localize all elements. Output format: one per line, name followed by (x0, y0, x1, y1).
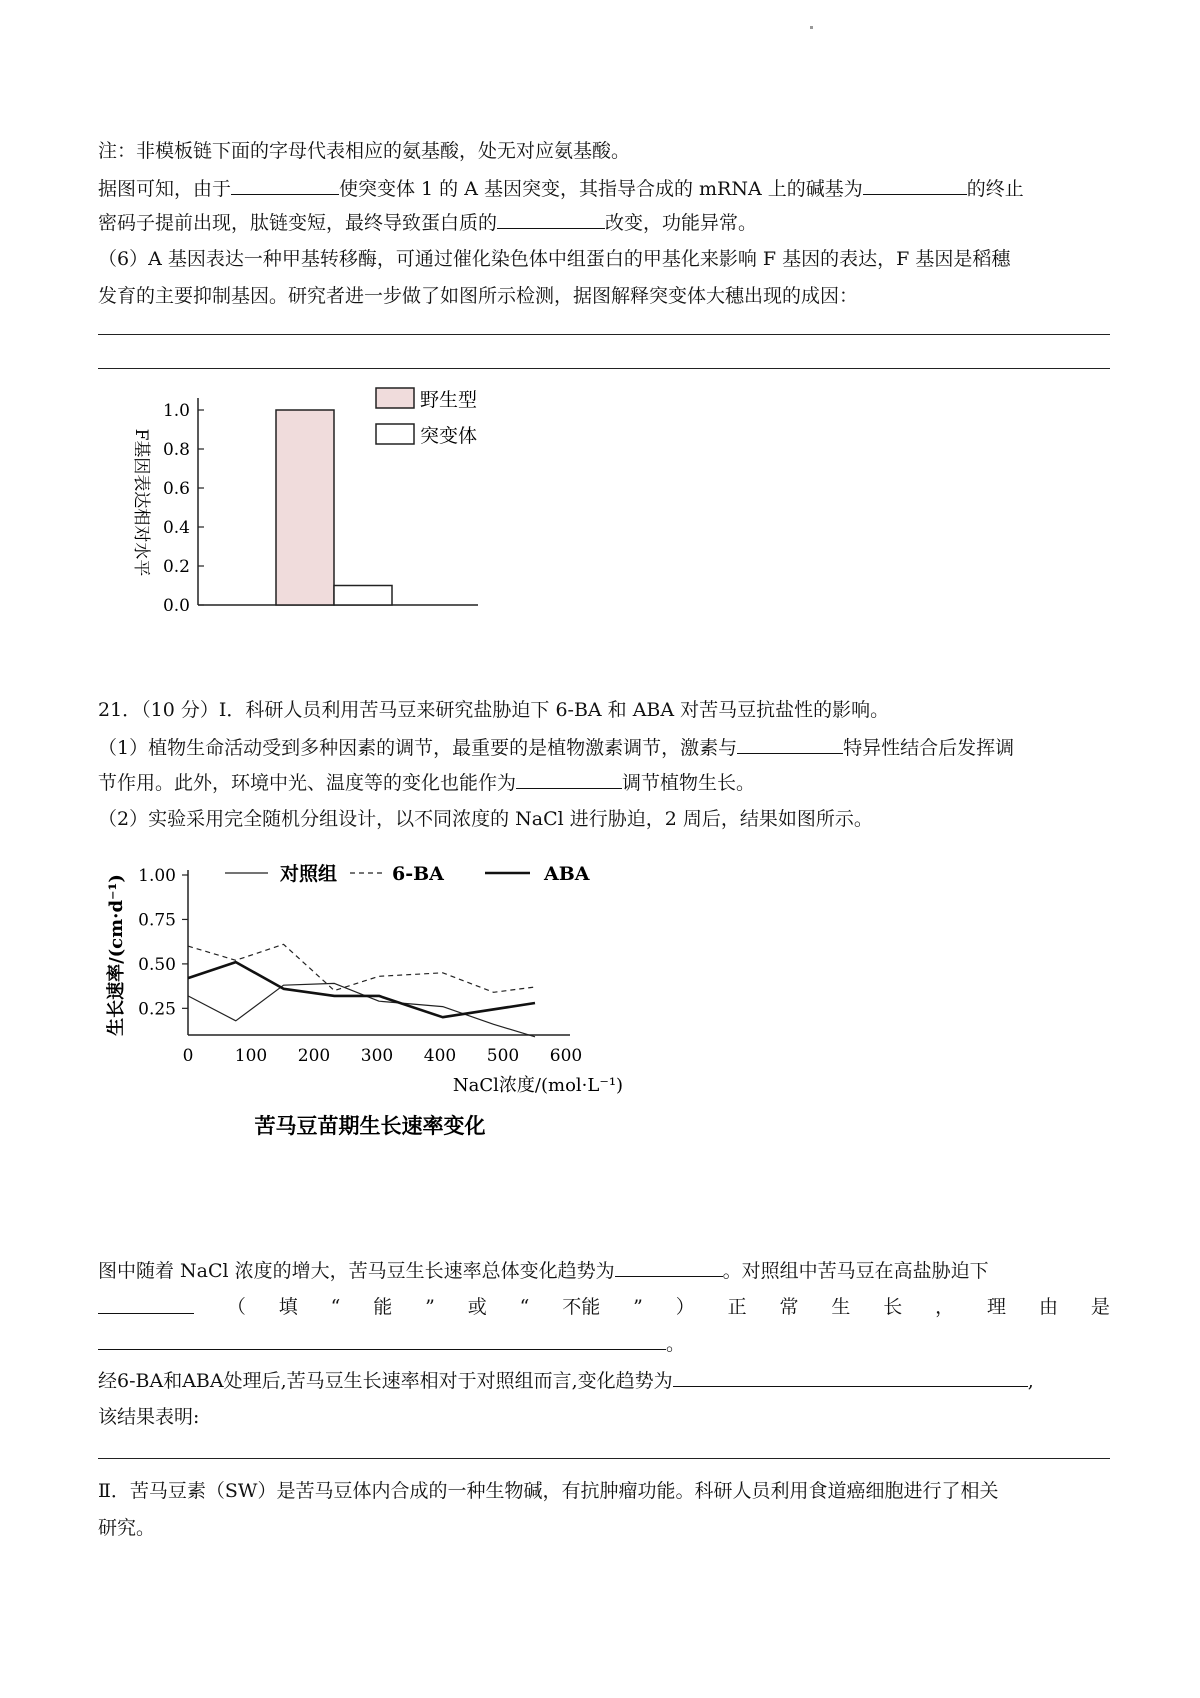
line-chart-axes (188, 870, 570, 1035)
line-chart-series (188, 944, 535, 1037)
answer-para-line-1: 图中随着 NaCl 浓度的增大，苦马豆生长速率总体变化趋势为 。对照组中苦马豆在高盐胁迫下 (98, 1256, 989, 1285)
answer-line-q6-1[interactable] (98, 334, 1110, 335)
justified-token: 正 (727, 1296, 747, 1318)
series-line-2 (188, 962, 535, 1017)
justified-token: 能 (373, 1296, 393, 1318)
legend-label-0: 野生型 (420, 389, 478, 411)
line-chart-ticks (138, 866, 582, 1066)
line-chart-y-tick-label: 1.00 (138, 866, 176, 886)
line-chart-y-tick-label: 0.75 (138, 910, 176, 931)
justified-token: “ (330, 1296, 341, 1318)
bar-chart-tick-label: 0.2 (162, 557, 190, 577)
justified-token: 填 (278, 1296, 298, 1318)
bar-wild-type (276, 410, 334, 605)
line-chart-xlabel: NaCl浓度/(mol·L⁻¹) (452, 1075, 624, 1096)
justified-token: ” (633, 1296, 643, 1318)
answer-para-line-4: 经6-BA和ABA处理后,苦马豆生长速率相对于对照组而言,变化趋势为 , (98, 1366, 1034, 1395)
question-21-2: （2）实验采用完全随机分组设计，以不同浓度的 NaCl 进行胁迫，2 周后，结果如图所示。 (98, 808, 873, 830)
note-line: 注：非模板链下面的字母代表相应的氨基酸，处无对应氨基酸。 (98, 140, 631, 162)
justified-token: （ (226, 1296, 246, 1318)
question-6-line-2: 发育的主要抑制基因。研究者进一步做了如图所示检测，据图解释突变体大穗出现的成因： (98, 285, 859, 307)
line-chart-x-tick-label: 300 (360, 1046, 394, 1066)
bar-chart-ylabel-text: F基因表达相对水平 (131, 428, 151, 577)
bar-chart-ylabel (131, 429, 151, 577)
question-line-2: 据图可知，由于 使突变体 1 的 A 基因突变，其指导合成的 mRNA 上的碱基为 的终止 (98, 174, 1024, 203)
answer-blank-2[interactable] (863, 174, 967, 195)
bar-chart-bars (276, 410, 392, 605)
justified-token: 理 (987, 1296, 1007, 1318)
answer-line-q6-2[interactable] (98, 368, 1110, 369)
justified-token: 生 (831, 1296, 851, 1318)
question-6-line-1: （6）A 基因表达一种甲基转移酶，可通过催化染色体中组蛋白的甲基化来影响 F 基因的表达，F 基因是稻穗 (98, 248, 1011, 270)
answer-blank-4[interactable] (737, 733, 843, 754)
series-line-1 (188, 944, 535, 992)
answer-blank-1[interactable] (231, 174, 339, 195)
justified-token: 常 (779, 1296, 799, 1318)
justified-token: “ (519, 1296, 530, 1318)
line-chart-x-tick-label: 500 (486, 1046, 520, 1066)
answer-blank-9[interactable] (673, 1366, 1028, 1387)
question-21-heading: 21．（10 分）I．科研人员利用苦马豆来研究盐胁迫下 6-BA 和 ABA 对苦马豆抗盐性的影响。 (98, 699, 890, 721)
part-2-line-1: Ⅱ．苦马豆素（SW）是苦马豆体内合成的一种生物碱，有抗肿瘤功能。科研人员利用食道癌细胞进行了相关 (98, 1480, 999, 1502)
justified-token: ” (425, 1296, 435, 1318)
line-chart-x-tick-label: 400 (423, 1046, 457, 1066)
answer-para-line-5: 该结果表明: (98, 1406, 200, 1428)
bar-chart-legend (376, 388, 477, 447)
bar-chart-tick-label: 0.8 (162, 440, 190, 460)
question-line-3: 密码子提前出现，肽链变短，最终导致蛋白质的 改变，功能异常。 (98, 208, 757, 237)
line-chart-ylabel: 生长速率/(cm·d⁻¹) (106, 874, 127, 1036)
answer-blank-8[interactable] (98, 1329, 666, 1350)
justified-token: ， (935, 1296, 955, 1318)
line-chart-y-tick-label: 0.50 (138, 954, 176, 975)
line-chart-title: 苦马豆苗期生长速率变化 (254, 1113, 486, 1138)
bar-chart-tick-label: 0.0 (162, 596, 190, 616)
bar-chart-tick-label: 1.0 (162, 401, 190, 421)
justified-token: 或 (467, 1296, 487, 1318)
justified-token: ） (675, 1296, 695, 1318)
bar-chart-tick-label: 0.4 (162, 518, 190, 538)
bar-chart (118, 380, 538, 670)
part-2-line-2: 研究。 (98, 1517, 156, 1539)
legend-label-1: 6-BA (392, 863, 444, 885)
legend-label-1: 突变体 (420, 425, 478, 447)
legend-label-2: ABA (544, 863, 590, 885)
line-chart-x-tick-label: 100 (234, 1046, 268, 1066)
question-21-1-line-1: （1）植物生命活动受到多种因素的调节，最重要的是植物激素调节，激素与 特异性结合后发挥调 (98, 733, 1014, 762)
justified-token: 是 (1090, 1296, 1110, 1318)
legend-swatch-0 (376, 388, 414, 408)
page-mark (810, 26, 813, 29)
answer-blank-7[interactable] (98, 1293, 194, 1314)
line-chart-y-tick-label: 0.25 (138, 999, 176, 1020)
line-chart (100, 855, 720, 1240)
justified-token: 长 (883, 1296, 903, 1318)
legend-swatch-1 (376, 424, 414, 444)
answer-line-conclusion[interactable] (98, 1458, 1110, 1459)
answer-para-line-2 (98, 1293, 1110, 1321)
line-chart-legend (225, 862, 590, 885)
question-21-1-line-2: 节作用。此外，环境中光、温度等的变化也能作为 调节植物生长。 (98, 768, 755, 797)
answer-blank-3[interactable] (497, 208, 605, 229)
line-chart-x-tick-label: 600 (549, 1046, 583, 1066)
bar-chart-tick-label: 0.6 (162, 479, 190, 499)
answer-para-line-3: 。 (98, 1329, 685, 1358)
legend-label-0: 对照组 (280, 863, 338, 885)
justified-token: 由 (1038, 1296, 1058, 1318)
answer-blank-5[interactable] (516, 768, 622, 789)
line-chart-x-tick-label: 0 (182, 1046, 194, 1066)
justified-token: 不能 (562, 1296, 601, 1318)
bar-mutant (334, 586, 392, 606)
line-chart-x-tick-label: 200 (297, 1046, 331, 1066)
line-chart-labels (105, 874, 623, 1138)
answer-blank-6[interactable] (615, 1256, 723, 1277)
